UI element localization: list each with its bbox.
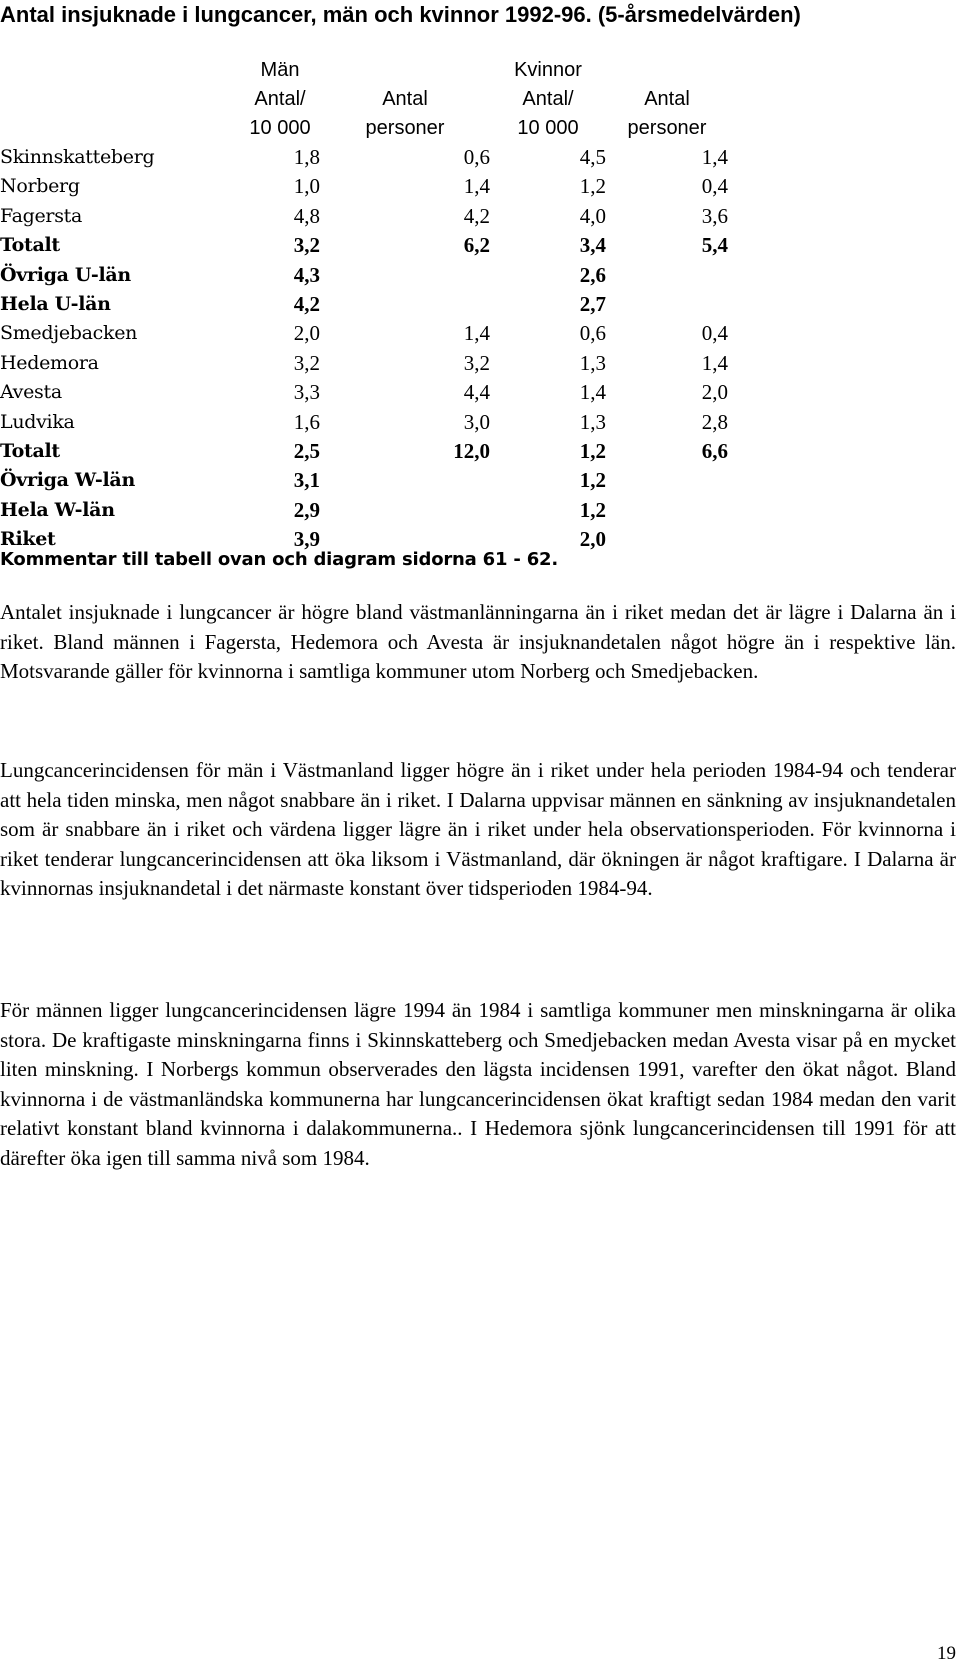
table-cell-women-count: 0,4 <box>701 174 728 199</box>
table-cell-women-count <box>606 525 728 554</box>
table-cell-women-count: 6,6 <box>701 439 728 464</box>
table-header-cell: personer <box>365 117 445 139</box>
table-cell-women-rate: 3,4 <box>579 233 606 258</box>
table-cell-women-count <box>606 496 728 525</box>
table-cell-women-rate: 1,2 <box>579 468 606 493</box>
table-cell-men-count: 0,6 <box>463 145 490 169</box>
table-cell-men-rate: 2,5 <box>293 439 320 464</box>
row-label: Totalt <box>0 234 60 257</box>
table-cell-men-count: 3,2 <box>463 350 490 375</box>
table-cell-men-count <box>320 261 490 290</box>
paragraph-3: För männen ligger lungcancerincidensen lägre 1994 än 1984 i samtliga kommuner men minskningarna är olika stora. De kraftigaste minskningarna finns i Skinnskatteberg och Smedjebacken medan Avesta visar på en mycket liten minskning. I Norbergs kommun observerades den lägsta incidensen 1991, varefter den ökat något. Bland kvinnorna i de västmanländska kommunerna har lungcancerincidensen ökat kraftigt sedan 1984 medan den varit relativt konstant bland kvinnorna i dalakommunerna.. I Hedemora sjönk lungcancerincidensen till 1991 för att därefter öka igen till samma nivå som 1984. <box>0 998 956 1170</box>
table-cell-women-rate: 0,6 <box>579 321 606 346</box>
row-label: Övriga W-län <box>0 469 135 492</box>
table-cell-men-count: 3,0 <box>463 409 490 434</box>
table-cell-women-rate: 4,0 <box>579 203 606 228</box>
table-cell-men-count: 4,2 <box>463 203 490 228</box>
table-row <box>0 378 728 407</box>
table-cell-women-count: 2,0 <box>701 380 728 405</box>
table-header-cell <box>320 56 490 85</box>
table-cell-women-rate: 2,0 <box>579 527 606 552</box>
table-header-cell: Antal <box>644 88 690 110</box>
table-row <box>0 231 728 260</box>
table-cell-men-rate: 4,2 <box>293 292 320 317</box>
page-title: Antal insjuknade i lungcancer, män och kvinnor 1992-96. (5-årsmedelvärden) <box>0 2 801 27</box>
table-header-row <box>0 85 728 114</box>
table-row <box>0 437 728 466</box>
table-cell-men-count <box>320 496 490 525</box>
table-cell-women-rate: 2,7 <box>579 292 606 317</box>
row-label: Norberg <box>0 175 80 198</box>
table-header-cell <box>0 114 240 143</box>
table-cell-women-rate: 1,2 <box>579 497 606 522</box>
row-label: Skinnskatteberg <box>0 146 155 168</box>
table-cell-men-rate: 1,8 <box>293 145 320 169</box>
table-cell-women-count: 1,4 <box>701 350 728 375</box>
table-cell-women-count: 2,8 <box>701 409 728 434</box>
table-header-cell: 10 000 <box>517 117 579 139</box>
row-label: Övriga U-län <box>0 263 131 286</box>
table-cell-women-rate: 1,4 <box>579 380 606 405</box>
incidence-table <box>0 56 728 555</box>
table-cell-women-count <box>606 466 728 495</box>
table-cell-women-count: 0,4 <box>701 321 728 346</box>
row-label: Riket <box>0 528 56 551</box>
table-cell-women-count <box>606 290 728 319</box>
table-header-cell <box>0 56 240 85</box>
table-row <box>0 290 728 319</box>
table-row <box>0 408 728 437</box>
table-cell-women-rate: 1,2 <box>579 439 606 464</box>
table-row <box>0 466 728 495</box>
table-cell-women-count <box>606 261 728 290</box>
table-cell-men-rate: 1,6 <box>293 409 320 434</box>
table-cell-men-count: 12,0 <box>453 439 490 464</box>
table-header-cell <box>0 85 240 114</box>
table-header-cell: personer <box>627 117 707 139</box>
row-label: Totalt <box>0 440 60 463</box>
table-cell-men-rate: 3,3 <box>293 380 320 405</box>
table-cell-men-rate: 3,9 <box>293 527 320 552</box>
table-cell-women-rate: 1,2 <box>579 174 606 199</box>
table-cell-women-rate: 4,5 <box>579 145 606 169</box>
table-cell-men-count: 1,4 <box>463 174 490 199</box>
table-row <box>0 143 728 172</box>
table-cell-men-rate: 3,2 <box>293 233 320 258</box>
table-header-cell: Antal/ <box>254 88 306 110</box>
table-header-row <box>0 114 728 143</box>
table-row <box>0 319 728 348</box>
row-label: Smedjebacken <box>0 322 138 345</box>
table-cell-women-count: 3,6 <box>701 203 728 228</box>
table-header-cell: Kvinnor <box>514 59 582 81</box>
table-cell-men-count <box>320 290 490 319</box>
table-row <box>0 349 728 378</box>
table-cell-men-rate: 2,9 <box>293 497 320 522</box>
table-cell-men-count: 4,4 <box>463 380 490 405</box>
row-label: Avesta <box>0 381 62 404</box>
table-header-cell: 10 000 <box>249 117 311 139</box>
table-cell-men-rate: 1,0 <box>293 174 320 199</box>
table-row <box>0 202 728 231</box>
paragraph-2: Lungcancerincidensen för män i Västmanland ligger högre än i riket under hela perioden 1984-94 och tenderar att hela tiden minska, men något snabbare än i riket. I Dalarna uppvisar männen en sänkning av insjuknandetalen som är snabbare än i riket och värdena ligger lägre än i riket under hela observationsperioden. För kvinnorna i riket tenderar lungcancerincidensen att öka liksom i Västmanland, där ökningen är något kraftigare. I Dalarna är kvinnornas insjuknandetal i det närmaste konstant över tidsperioden 1984-94. <box>0 758 956 900</box>
table-row <box>0 261 728 290</box>
table-header-cell <box>606 56 728 85</box>
table-cell-men-count: 1,4 <box>463 321 490 346</box>
table-header-cell: Antal <box>382 88 428 110</box>
table-cell-men-rate: 3,1 <box>293 468 320 493</box>
comment-heading: Kommentar till tabell ovan och diagram sidorna 61 - 62. <box>0 549 559 570</box>
table-row <box>0 496 728 525</box>
row-label: Hela U-län <box>0 293 111 316</box>
paragraph-1: Antalet insjuknade i lungcancer är högre bland västmanlänningarna än i riket medan det är lägre i Dalarna än i riket. Bland männen i Fagersta, Hedemora och Avesta är insjuknandetalen något högre än i respektive län. Motsvarande gäller för kvinnorna i samtliga kommuner utom Norberg och Smedjebacken. <box>0 600 956 683</box>
table-cell-women-rate: 1,3 <box>579 409 606 434</box>
table-row <box>0 172 728 201</box>
table-cell-men-rate: 2,0 <box>293 321 320 346</box>
table-cell-women-count: 1,4 <box>701 145 728 169</box>
table-cell-men-rate: 4,3 <box>293 262 320 287</box>
table-header-cell: Män <box>260 59 300 81</box>
row-label: Fagersta <box>0 204 83 227</box>
row-label: Hela W-län <box>0 498 115 521</box>
page-number: 19 <box>937 1643 956 1664</box>
table-header-row <box>0 56 728 85</box>
table-cell-men-rate: 3,2 <box>293 350 320 375</box>
table-header-cell: Antal/ <box>522 88 574 110</box>
table-cell-women-rate: 2,6 <box>579 262 606 287</box>
table-cell-men-count <box>320 466 490 495</box>
row-label: Ludvika <box>0 410 75 433</box>
table-cell-women-count: 5,4 <box>701 233 728 258</box>
table-cell-women-rate: 1,3 <box>579 350 606 375</box>
table-cell-men-rate: 4,8 <box>293 203 320 228</box>
row-label: Hedemora <box>0 351 99 374</box>
table-cell-men-count: 6,2 <box>463 233 490 258</box>
